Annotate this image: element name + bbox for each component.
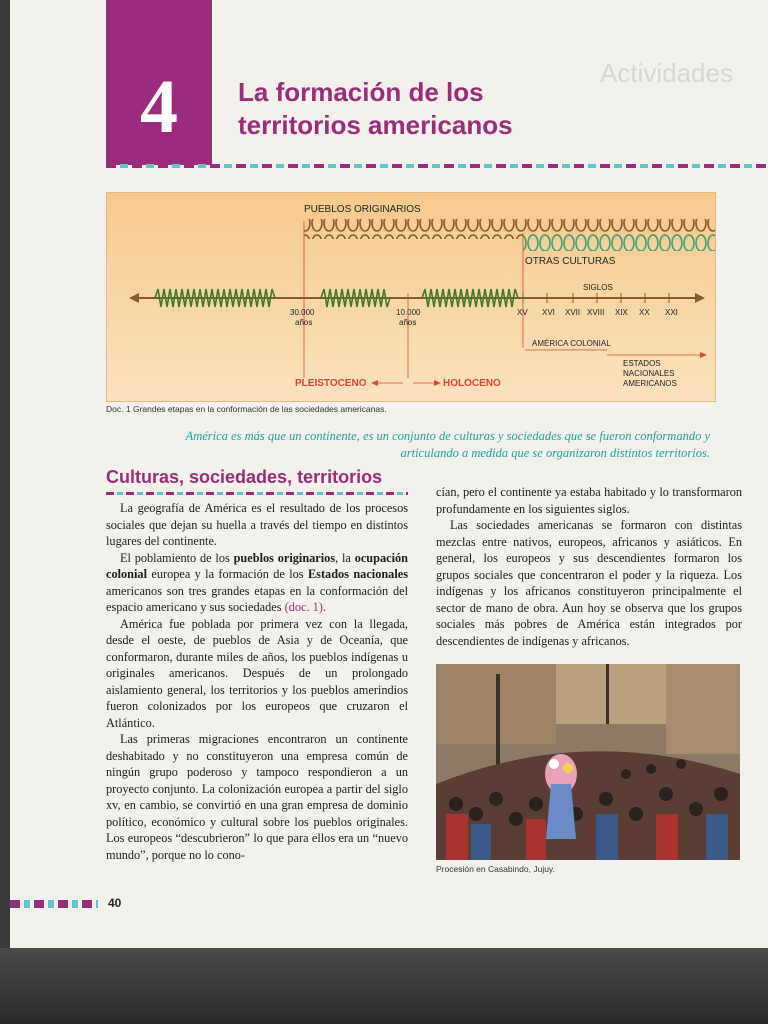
- paragraph-3: América fue poblada por primera vez con la llegada, desde el oeste, de pueblos de Asia y de Oceanía, que conformaron, durante miles de años, los pueblos indígenas u originales americanos. Después de un prolongado aislamiento general, los territorios y los pueblos amerindios fueron colonizados por los europeos que cruzaron el Atlántico.: [106, 616, 408, 730]
- procession-illustration: [436, 664, 740, 860]
- chapter-number-box: [106, 0, 212, 165]
- america-colonial-label: AMÉRICA COLONIAL: [532, 339, 611, 348]
- paragraph-6: Las sociedades americanas se formaron con distintas mezclas entre nativos, europeos, africanos y asiáticos. En general, los europeos y sus descendientes formaron los grupos sociales que concentraron el poder y la riqueza. Los indígenas y los africanos constituyeron principalmente el sector de mano de obra. Aun hoy se observa que los grupos sociales más pobres de América están integrados por descendientes de indígenas y africanos.: [436, 518, 742, 648]
- timeline-figure: [106, 192, 716, 402]
- doc-reference: (doc. 1): [284, 600, 323, 614]
- zigzag-segment-2: [321, 289, 390, 307]
- estados-arrow-head: [700, 352, 707, 358]
- siglos-label: SIGLOS: [583, 283, 613, 292]
- pueblos-originarios-label: PUEBLOS ORIGINARIOS: [304, 204, 421, 215]
- century-labels: [517, 308, 678, 317]
- figure-caption-label: Doc. 1: [106, 404, 131, 414]
- chapter-number: 4: [140, 65, 178, 149]
- paragraph-2: El poblamiento de los pueblos originarios, la ocupación colonial europea y la formación de los Estados nacionales americanos son tres grandes etapas en la conformación del espacio americano y sus sociedades (doc. 1).: [106, 550, 408, 614]
- section-title: Culturas, sociedades, territorios: [106, 467, 383, 487]
- text-column-right: [436, 484, 742, 649]
- holoceno-label: HOLOCENO: [443, 378, 501, 389]
- century-label: XVII: [565, 308, 581, 317]
- figure-caption: [106, 404, 387, 414]
- procession-photo: [436, 664, 740, 860]
- title-divider: [106, 164, 768, 168]
- century-label: XIX: [615, 308, 628, 317]
- paragraph-1: La geografía de América es el resultado de los procesos sociales que dejan su huella a través del tiempo en distintos lugares del continente.: [106, 501, 408, 548]
- timeline-left-arrow: [129, 293, 139, 303]
- chapter-title-line2: territorios americanos: [238, 110, 513, 140]
- pleistoceno-label: PLEISTOCENO: [295, 378, 367, 389]
- timeline-svg: [107, 193, 715, 401]
- page-number: 40: [108, 896, 122, 910]
- term-ocupacion-colonial: ocupación colonial: [106, 550, 408, 581]
- marker-10000-label: 10.000: [396, 308, 421, 317]
- intro-quote-line2: articulando a medida que se organizaron distintos territorios.: [400, 446, 710, 460]
- paragraph-4: Las primeras migraciones encontraron un continente deshabitado y no constituyeron una empresa común de ningún grupo poderoso y tampoco respondieron a un proyecto conjunto. La colonización europea a partir del siglo xv, en cambio, se convirtió en una gran empresa de dominio político, económico y cultural sobre los pueblos originales. Los europeos “descubrieron” lo que para ellos era un “nuevo mundo”, porque no lo cono-: [106, 732, 408, 862]
- photo-caption: Procesión en Casabindo, Jujuy.: [436, 864, 555, 874]
- page-marker-strip: [10, 900, 98, 908]
- text-column-left: [106, 500, 408, 863]
- figure-caption-text: Grandes etapas en la conformación de las sociedades americanas.: [132, 404, 387, 414]
- otras-culturas-label: OTRAS CULTURAS: [525, 256, 616, 267]
- century-label: XX: [639, 308, 650, 317]
- estados-label-3: AMERICANOS: [623, 379, 677, 388]
- holoceno-arrow-head: [434, 380, 441, 386]
- marker-30000-unit: años: [295, 318, 313, 327]
- term-estados-nacionales: Estados nacionales: [307, 567, 408, 581]
- marker-10000-unit: años: [399, 318, 417, 327]
- intro-quote-line1: América es más que un continente, es un conjunto de culturas y sociedades que se fueron conformando y: [185, 429, 710, 443]
- chapter-title-line1: La formación de los: [238, 77, 484, 107]
- century-label: XVIII: [587, 308, 605, 317]
- otras-culturas-coil: [523, 233, 715, 251]
- marker-30000-label: 30.000: [290, 308, 315, 317]
- chapter-title: [238, 76, 513, 142]
- background-surface: [0, 948, 768, 1024]
- term-pueblos-originarios: pueblos originarios: [233, 550, 336, 565]
- textbook-page: [10, 0, 768, 948]
- pleistoceno-arrow-head: [371, 380, 378, 386]
- estados-label-2: NACIONALES: [623, 369, 675, 378]
- bleed-through-text: Actividades: [600, 58, 733, 88]
- century-label: XVI: [542, 308, 555, 317]
- timeline-right-arrow: [695, 293, 705, 303]
- century-label: XV: [517, 308, 528, 317]
- century-label: XXI: [665, 308, 678, 317]
- intro-quote: [160, 428, 710, 462]
- estados-label-1: ESTADOS: [623, 359, 661, 368]
- paragraph-5: cían, pero el continente ya estaba habitado y lo transformaron profundamente en los siguientes siglos.: [436, 485, 742, 516]
- section-divider: [106, 492, 408, 495]
